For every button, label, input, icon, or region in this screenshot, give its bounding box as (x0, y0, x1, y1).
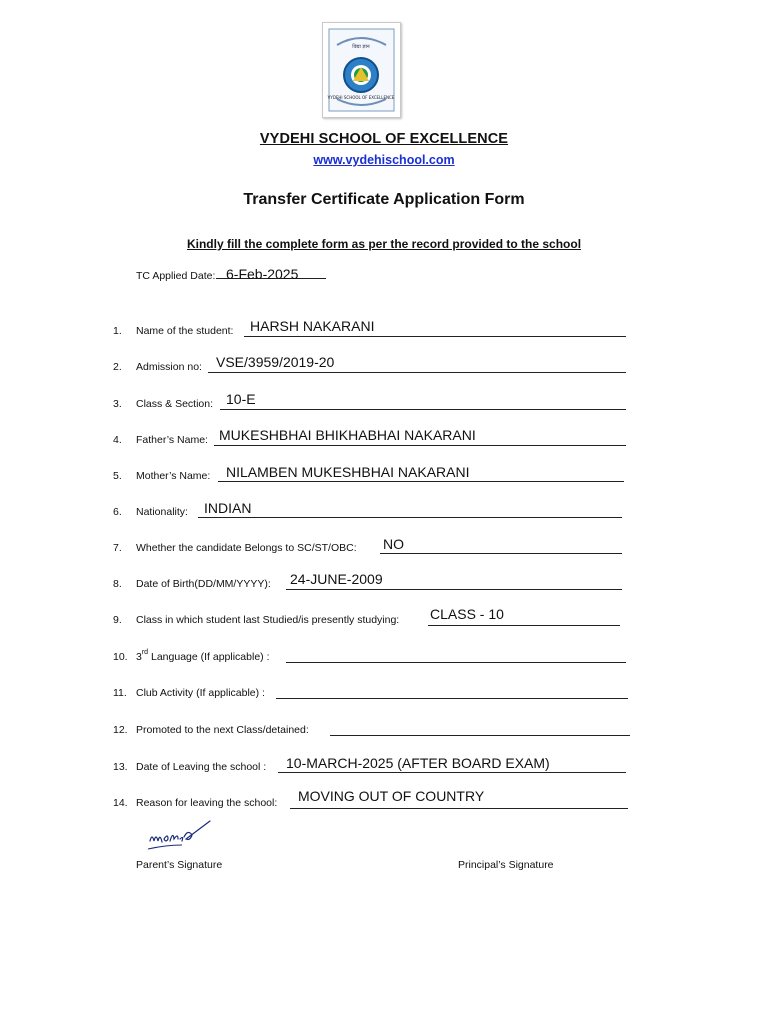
leaving-date-value[interactable]: 10-MARCH-2025 (AFTER BOARD EXAM) (286, 755, 550, 771)
field-line (286, 589, 622, 590)
field-label: Class & Section: (136, 398, 214, 410)
nationality-value[interactable]: INDIAN (204, 500, 252, 516)
field-number: 1. (113, 325, 122, 337)
field-number: 9. (113, 614, 122, 626)
field-line (290, 808, 628, 809)
field-label: Whether the candidate Belongs to SC/ST/OBC: (136, 542, 357, 554)
svg-text:विद्या ज्ञान: विद्या ज्ञान (352, 44, 370, 50)
field-line (214, 445, 626, 446)
svg-text:VYDEHI SCHOOL OF EXCELLENCE: VYDEHI SCHOOL OF EXCELLENCE (327, 95, 395, 100)
field-number: 6. (113, 506, 122, 518)
field-label: Class in which student last Studied/is presently studying: (136, 614, 400, 626)
admission-no-value[interactable]: VSE/3959/2019-20 (216, 354, 335, 370)
school-logo (322, 22, 401, 118)
father-name-value[interactable]: MUKESHBHAI BHIKHABHAI NAKARANI (219, 427, 476, 443)
field-number: 13. (113, 761, 128, 773)
student-name-value[interactable]: HARSH NAKARANI (250, 318, 375, 334)
field-line (218, 481, 624, 482)
field-line (198, 517, 622, 518)
field-label: Name of the student: (136, 325, 234, 337)
field-label: Date of Leaving the school : (136, 761, 267, 773)
mother-name-value[interactable]: NILAMBEN MUKESHBHAI NAKARANI (226, 464, 470, 480)
form-instruction: Kindly fill the complete form as per the record provided to the school (186, 237, 582, 251)
field-line[interactable] (276, 698, 628, 699)
tc-applied-date-value[interactable]: 6-Feb-2025 (226, 266, 299, 282)
field-label: Date of Birth(DD/MM/YYYY): (136, 578, 271, 590)
form-title: Transfer Certificate Application Form (243, 191, 525, 208)
field-number: 2. (113, 361, 122, 373)
date-of-birth-value[interactable]: 24-JUNE-2009 (290, 571, 383, 587)
field-number: 4. (113, 434, 122, 446)
field-label: Club Activity (If applicable) : (136, 687, 265, 699)
field-number: 8. (113, 578, 122, 590)
field-number: 10. (113, 651, 128, 663)
field-label: Father’s Name: (136, 434, 208, 446)
field-number: 7. (113, 542, 122, 554)
parent-signature-image (146, 815, 218, 860)
field-label: Mother’s Name: (136, 470, 211, 482)
field-number: 14. (113, 797, 128, 809)
field-label: Promoted to the next Class/detained: (136, 724, 309, 736)
field-line[interactable] (330, 735, 630, 736)
school-name: VYDEHI SCHOOL OF EXCELLENCE (259, 131, 509, 147)
field-number: 3. (113, 398, 122, 410)
field-number: 12. (113, 724, 128, 736)
field-label: Nationality: (136, 506, 188, 518)
tc-applied-date-label: TC Applied Date: (136, 270, 216, 282)
field-line[interactable] (286, 662, 626, 663)
field-label: 3rd Language (If applicable) : (136, 649, 270, 663)
field-number: 11. (113, 687, 127, 699)
field-label: Admission no: (136, 361, 202, 373)
field-line (380, 553, 622, 554)
field-line (220, 409, 626, 410)
field-line (208, 372, 626, 373)
field-number: 5. (113, 470, 122, 482)
parent-signature-label: Parent’s Signature (136, 859, 223, 871)
class-section-value[interactable]: 10-E (226, 391, 256, 407)
field-line (428, 625, 620, 626)
field-label: Reason for leaving the school: (136, 797, 278, 809)
school-website-link[interactable]: www.vydehischool.com (313, 153, 455, 167)
category-value[interactable]: NO (383, 536, 404, 552)
last-class-value[interactable]: CLASS - 10 (430, 606, 504, 622)
field-line (244, 336, 626, 337)
principal-signature-label: Principal’s Signature (458, 859, 554, 871)
leaving-reason-value[interactable]: MOVING OUT OF COUNTRY (298, 788, 485, 804)
field-line (278, 772, 626, 773)
tc-applied-date-field (136, 266, 326, 282)
